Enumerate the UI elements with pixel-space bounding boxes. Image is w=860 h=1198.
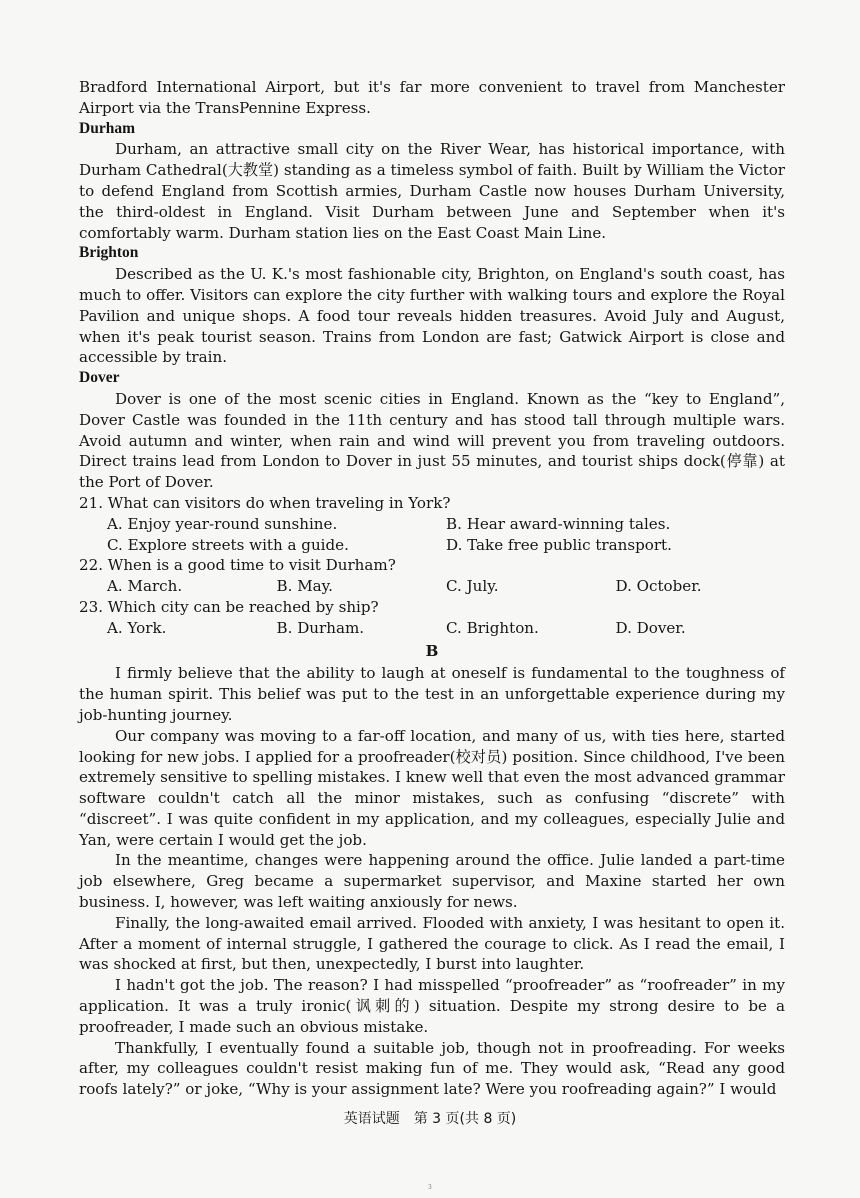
page-footer: 英语试题 第 3 页(共 8 页) (343, 1111, 517, 1127)
section-b-paragraph: I hadn't got the job. The reason? I had misspelled “proofreader” as “roofreader” in my application. It was a truly ironic(讽刺的) situation. Despite my strong desire to be a proofreader, I made such an obvious mistake. (79, 976, 785, 1036)
question-21-options-row2 (79, 535, 785, 556)
question-22-option-c: C. July. (446, 577, 499, 596)
question-23-option-d: D. Dover. (615, 618, 686, 637)
question-21-option-d: D. Take free public transport. (446, 535, 672, 554)
section-b-paragraph: I firmly believe that the ability to laugh at oneself is fundamental to the toughness of the human spirit. This belief was put to the test in an unforgettable experience during my job-hunting journey. (79, 664, 785, 724)
question-22-option-a: A. March. (107, 577, 183, 596)
question-22-option-b: B. May. (276, 577, 333, 596)
section-b-label: B (425, 641, 439, 660)
city-text-brighton: Described as the U. K.'s most fashionable city, Brighton, on England's south coast, has much to offer. Visitors can explore the city further with walking tours and explore the Royal Pavilion and unique shops. A food tour reveals hidden treasures. Avoid July and August, when it's peak tourist season. Trains from London are fast; Gatwick Airport is close and accessible by train. (79, 265, 785, 367)
question-22-option-d: D. October. (615, 577, 702, 596)
page-content (79, 77, 785, 1100)
passage-a-intro: Bradford International Airport, but it's far more convenient to travel from Manchester Airport via the TransPennine Express. (79, 78, 785, 117)
question-23-option-c: C. Brighton. (446, 618, 539, 637)
question-23-stem: 23. Which city can be reached by ship? (79, 597, 379, 616)
question-23-option-a: A. York. (107, 618, 167, 637)
question-21-options (79, 514, 785, 535)
question-23-option-b: B. Durham. (276, 618, 365, 637)
city-text-durham: Durham, an attractive small city on the River Wear, has historical importance, with Durham Cathedral(大教堂) standing as a timeless symbol of faith. Built by William the Victor to defend England from Scottish armies, Durham Castle now houses Durham University, the third-oldest in England. Visit Durham between June and September when it's comfortably warm. Durham station lies on the East Coast Main Line. (79, 140, 785, 242)
question-22-options (79, 576, 785, 597)
question-23-options (79, 618, 785, 639)
city-heading-durham: Durham (79, 119, 135, 137)
page-marker: 3 (428, 1184, 432, 1191)
question-21-option-a: A. Enjoy year-round sunshine. (107, 514, 338, 533)
city-heading-dover: Dover (79, 369, 120, 387)
section-b-paragraph: Thankfully, I eventually found a suitable job, though not in proofreading. For weeks after, my colleagues couldn't resist making fun of me. They would ask, “Read any good roofs lately?” or joke, “Why is your assignment late? Were you roofreading again?” I would (79, 1038, 785, 1099)
question-21-option-c: C. Explore streets with a guide. (107, 535, 349, 554)
city-heading-brighton: Brighton (79, 244, 139, 262)
section-b-paragraph: In the meantime, changes were happening around the office. Julie landed a part-time job elsewhere, Greg became a supermarket supervisor, and Maxine started her own business. I, however, was left waiting anxiously for news. (79, 851, 785, 912)
question-21-option-b: B. Hear award-winning tales. (446, 514, 671, 533)
section-b-paragraph: Finally, the long-awaited email arrived. Flooded with anxiety, I was hesitant to open it. After a moment of internal struggle, I gathered the courage to click. As I read the email, I was shocked at first, but then, unexpectedly, I burst into laughter. (79, 913, 785, 974)
question-21-stem: 21. What can visitors do when traveling in York? (79, 493, 451, 512)
question-22-stem: 22. When is a good time to visit Durham? (79, 556, 396, 575)
city-text-dover: Dover is one of the most scenic cities in England. Known as the “key to England”, Dover Castle was founded in the 11th century and has stood tall through multiple wars. Avoid autumn and winter, when rain and wind will prevent you from traveling outdoors. Direct trains lead from London to Dover in just 55 minutes, and tourist ships dock(停靠) at the Port of Dover. (79, 389, 785, 492)
section-b-paragraph: Our company was moving to a far-off location, and many of us, with ties here, started looking for new jobs. I applied for a proofreader(校对员) position. Since childhood, I've been extremely sensitive to spelling mistakes. I knew well that even the most advanced grammar software couldn't catch all the minor mistakes, such as confusing “discrete” with “discreet”. I was quite confident in my application, and my colleagues, especially Julie and Yan, were certain I would get the job. (79, 726, 785, 849)
